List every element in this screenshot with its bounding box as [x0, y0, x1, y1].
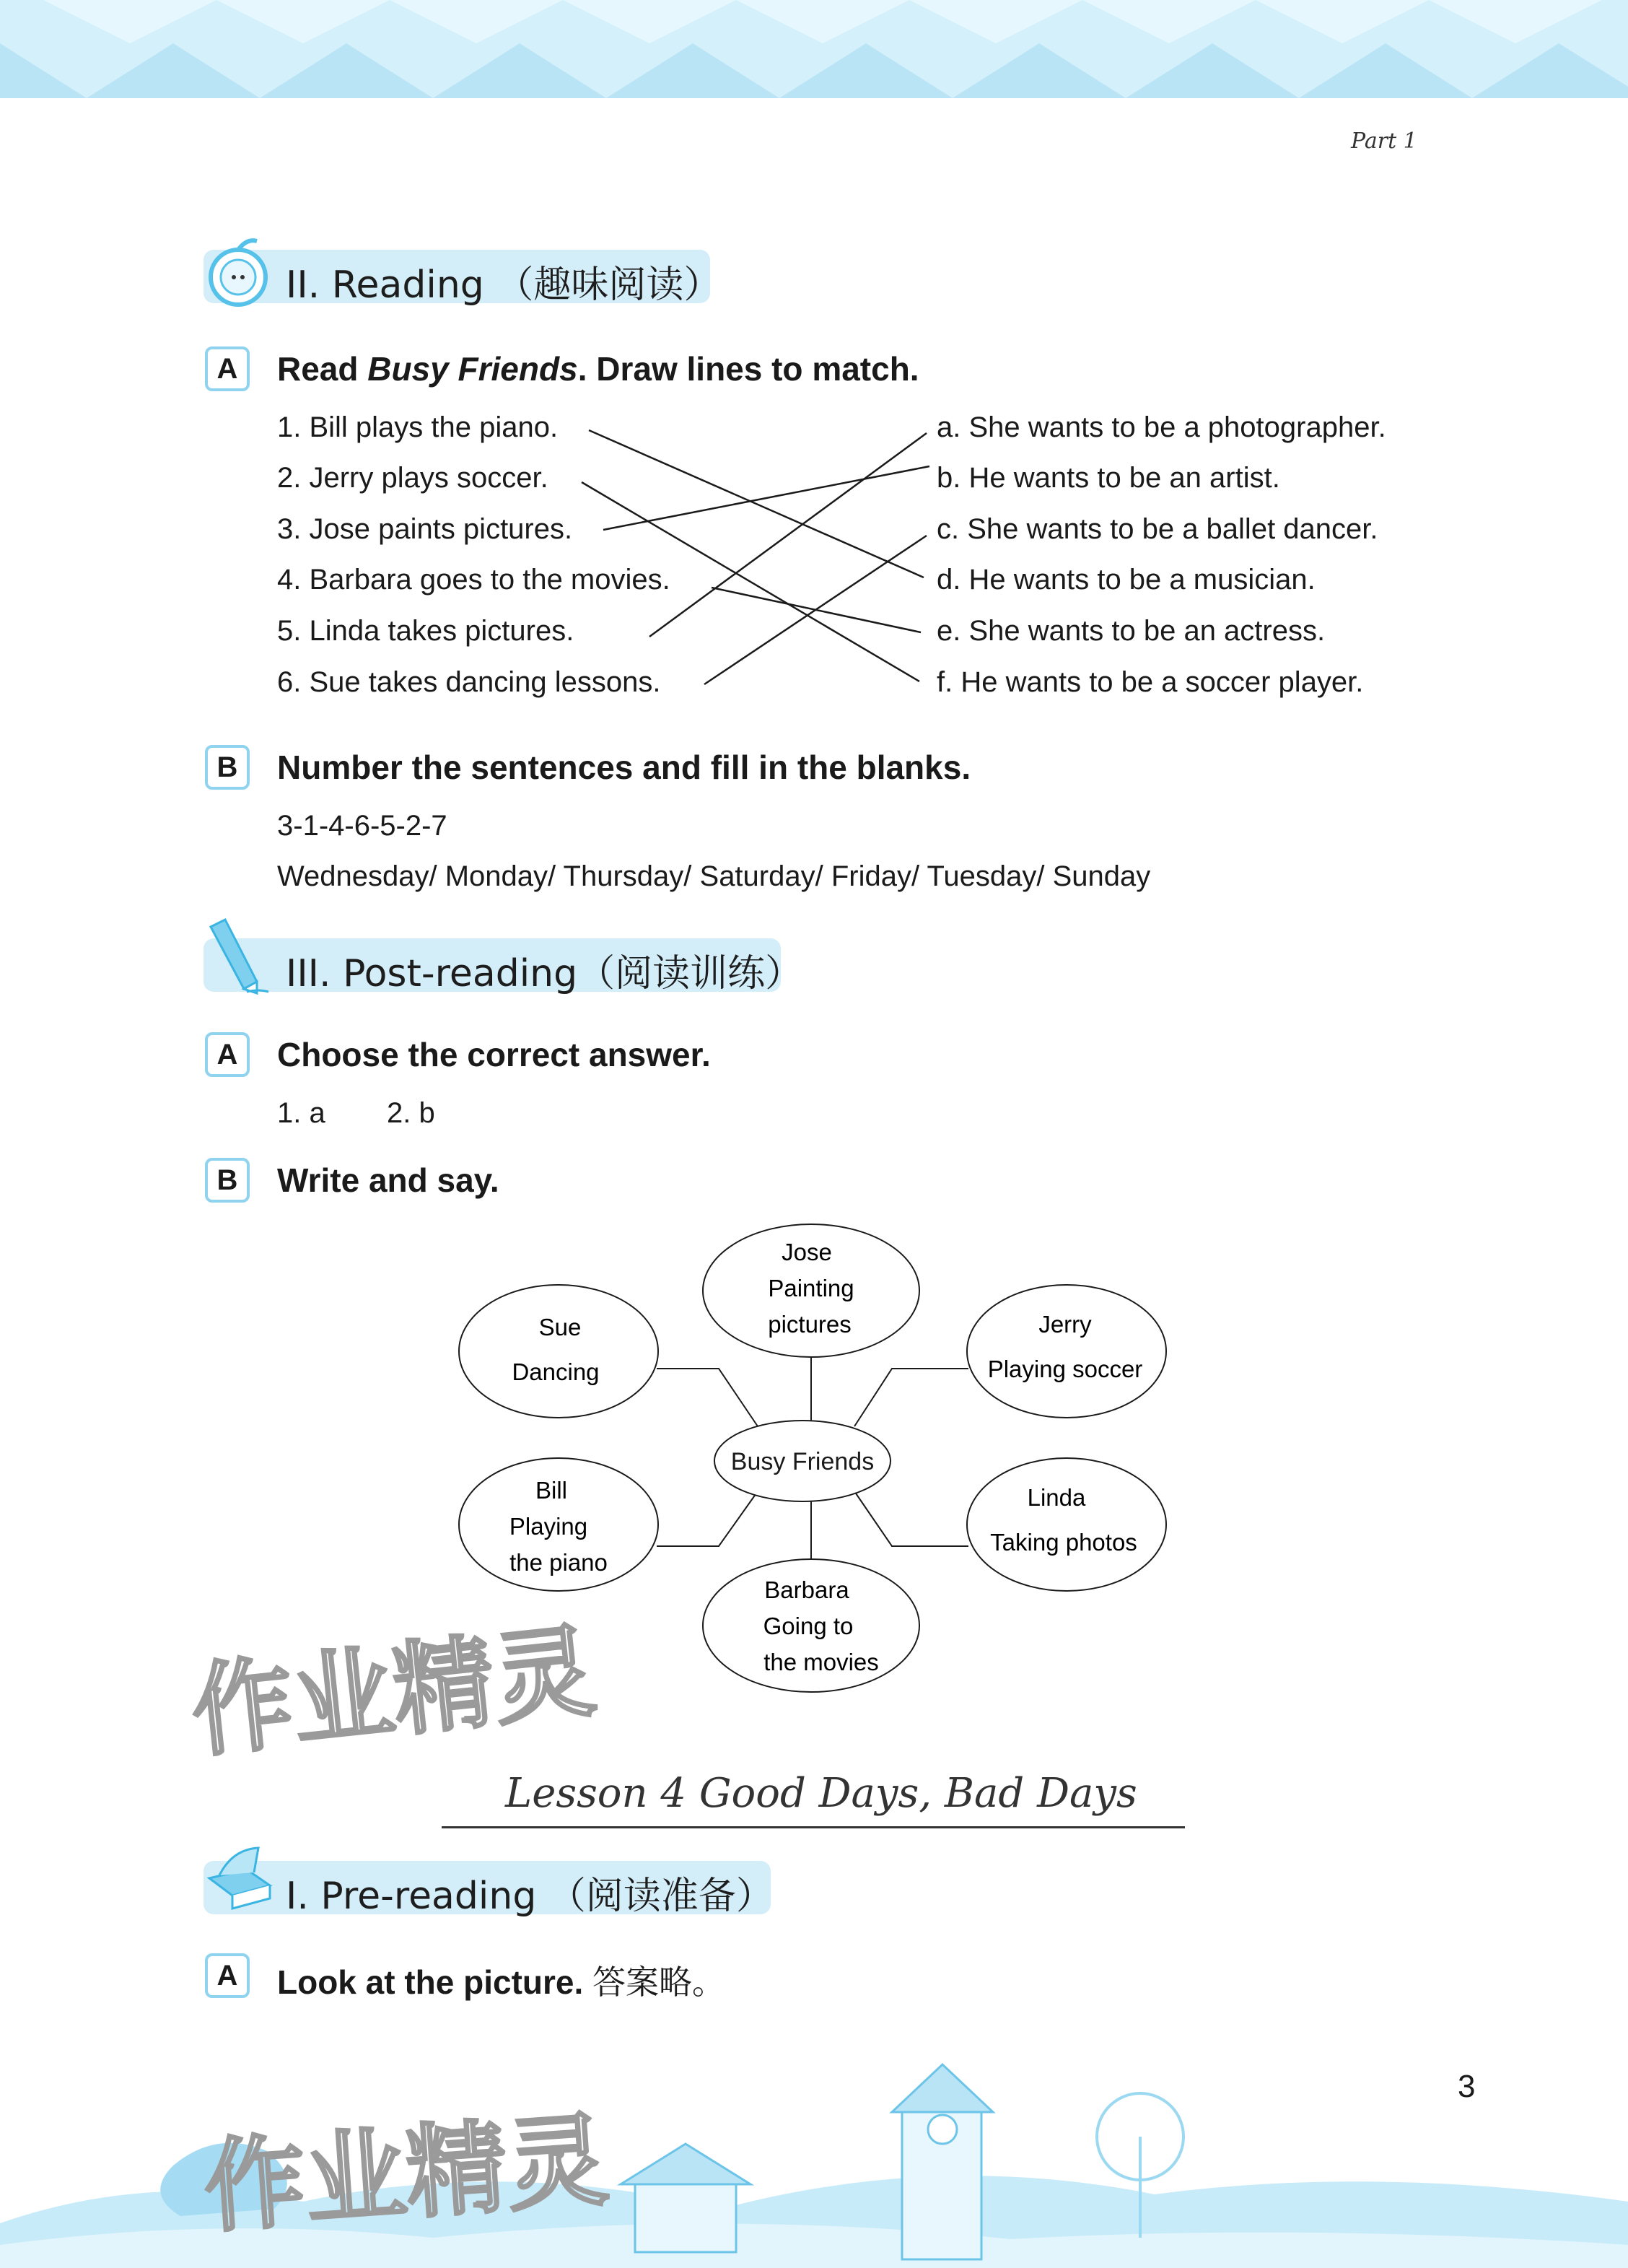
- post-reading-section-title: III. Post-reading（阅读训练）: [286, 952, 803, 995]
- node-linda-line-1: Linda: [1027, 1484, 1086, 1511]
- part-label: Part 1: [1351, 128, 1417, 154]
- node-jose-line-2: Painting: [768, 1275, 854, 1301]
- book-title: Busy Friends: [367, 350, 578, 388]
- node-jerry-line-1: Jerry: [1038, 1311, 1092, 1338]
- node-jose-line-1: Jose: [782, 1239, 832, 1265]
- sentence-order: 3-1-4-6-5-2-7: [277, 810, 447, 842]
- node-barbara-line-2: Going to: [763, 1613, 854, 1639]
- right-item-b: b. He wants to be an artist.: [937, 462, 1280, 494]
- lesson-title: Lesson 4 Good Days, Bad Days: [505, 1770, 1137, 1817]
- answer-1: 1. a: [277, 1097, 325, 1129]
- task-a-suffix: . Draw lines to match.: [577, 350, 919, 388]
- watermark-text-bottom: 作业精灵: [200, 2101, 612, 2248]
- node-sue-line-2: Dancing: [512, 1358, 600, 1385]
- post-task-a-title: Choose the correct answer.: [277, 1036, 711, 1073]
- node-linda-line-2: Taking photos: [990, 1529, 1137, 1556]
- page-number: 3: [1458, 2069, 1476, 2104]
- node-bill-line-2: Playing: [509, 1513, 588, 1540]
- reading-section-title: II. Reading （趣味阅读）: [286, 263, 722, 307]
- days-answer: Wednesday/ Monday/ Thursday/ Saturday/ Friday/ Tuesday/ Sunday: [277, 860, 1151, 892]
- post-task-b-badge: B: [205, 1158, 250, 1203]
- lesson-title-underline: [442, 1826, 1185, 1828]
- right-item-f: f. He wants to be a soccer player.: [937, 666, 1364, 698]
- left-item-3: 3. Jose paints pictures.: [277, 513, 573, 545]
- right-item-e: e. She wants to be an actress.: [937, 615, 1326, 647]
- reading-task-b-title: Number the sentences and fill in the blanks.: [277, 749, 971, 786]
- node-barbara-line-3: the movies: [763, 1649, 879, 1675]
- left-item-6: 6. Sue takes dancing lessons.: [277, 666, 661, 698]
- pre-task-a-title: [277, 1956, 725, 2004]
- node-jerry-line-2: Playing soccer: [987, 1356, 1143, 1382]
- book-icon: [204, 1842, 276, 1914]
- node-bill-line-3: the piano: [509, 1549, 608, 1576]
- left-item-5: 5. Linda takes pictures.: [277, 615, 574, 647]
- right-item-a: a. She wants to be a photographer.: [937, 411, 1386, 443]
- node-barbara-line-1: Barbara: [764, 1576, 849, 1603]
- watermark-text: 作业精灵: [186, 1613, 601, 1772]
- task-a-badge: A: [205, 346, 250, 391]
- task-a-prefix: Read: [277, 350, 359, 388]
- right-item-c: c. She wants to be a ballet dancer.: [937, 513, 1378, 545]
- answer-omitted-note: 答案略。: [592, 1963, 726, 2001]
- right-item-d: d. He wants to be a musician.: [937, 564, 1316, 596]
- pre-reading-section-title: I. Pre-reading （阅读准备）: [286, 1875, 774, 1918]
- node-jose-line-3: pictures: [768, 1311, 852, 1338]
- node-bill-line-1: Bill: [535, 1477, 568, 1504]
- node-jerry: [967, 1285, 1166, 1418]
- left-item-1: 1. Bill plays the piano.: [277, 411, 559, 443]
- post-task-b-title: Write and say.: [277, 1161, 499, 1199]
- task-b-badge: B: [205, 745, 250, 790]
- left-item-2: 2. Jerry plays soccer.: [277, 462, 548, 494]
- node-linda: [967, 1458, 1166, 1591]
- pre-task-a-text: Look at the picture.: [277, 1963, 584, 2001]
- answer-2: 2. b: [387, 1097, 435, 1129]
- left-item-4: 4. Barbara goes to the movies.: [277, 564, 670, 596]
- post-task-a-badge: A: [205, 1032, 250, 1077]
- node-sue: [459, 1285, 658, 1418]
- center-node-label: Busy Friends: [730, 1448, 875, 1475]
- pre-task-a-badge: A: [205, 1953, 250, 1998]
- node-sue-line-1: Sue: [538, 1314, 582, 1340]
